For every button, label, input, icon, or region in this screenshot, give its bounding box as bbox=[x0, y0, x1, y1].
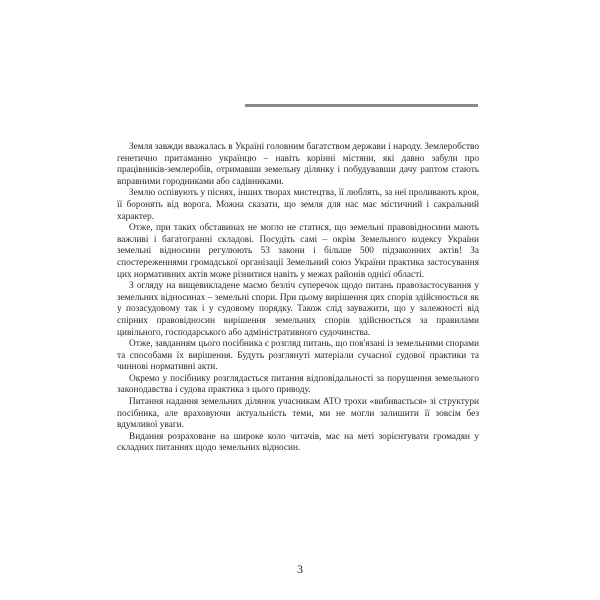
paragraph: Питання надання земельних ділянок учасникам АТО трохи «вибивається» зі структури посібника, але враховуючи актуальність теми, ми не могли залишити її зовсім без вдумливої уваги. bbox=[117, 397, 479, 431]
header-rule bbox=[245, 104, 478, 107]
paragraph: З огляду на вищевикладене маємо безліч суперечок щодо питань правозастосування у земельних відносинах – земельні спори. При цьому вирішення цих спорів здійснюється як у позасудовому так і у судовому порядку. Також слід зауважити, що у залежності від спірних правовідносин вирішення земельних спорів здійснюється за правилами цивільного, господарського або адміністративного судочинства. bbox=[117, 281, 479, 338]
paragraph: Земля завжди вважалась в Україні головним багатством держави і народу. Землеробство генетично притаманно українцю – навіть корінні містяни, які давно забули про працівників-землеробів, отримавши земельну ділянку і побудувавши дачу раптом стають вправними городниками або садівниками. bbox=[117, 142, 479, 187]
paragraph: Окремо у посібнику розглядається питання відповідальності за порушення земельного законодавства і судова практика з цього приводу. bbox=[117, 373, 479, 396]
paragraph: Землю оспівують у піснях, інших творах мистецтва, її люблять, за неї проливають кров, її боронять від ворога. Можна сказати, що земля для нас має містичний і сакральний характер. bbox=[117, 188, 479, 222]
page-number: 3 bbox=[297, 562, 303, 576]
body-text bbox=[117, 142, 479, 455]
paragraph: Видання розраховане на широке коло читачів, має на меті зорієнтувати громадян у складних питаннях щодо земельних відносин. bbox=[117, 431, 479, 454]
paragraph: Отже, при таких обставинах не могло не статися, що земельні правовідносини мають важливі і багатогранні складові. Посудіть самі – окрім Земельного кодексу України земельні відносини регулюють 53 закони і більше 500 підзаконних актів! За спостереженнями громадської організації Земельний союз України практика застосування цих нормативних актів може різнитися навіть у межах районів однієї області. bbox=[117, 223, 479, 280]
paragraph: Отже, завданням цього посібника є розгляд питань, що пов'язані із земельними спорами та способами їх вирішення. Будуть розглянуті матеріали сучасної судової практики та чиннові нормативні акти. bbox=[117, 339, 479, 373]
